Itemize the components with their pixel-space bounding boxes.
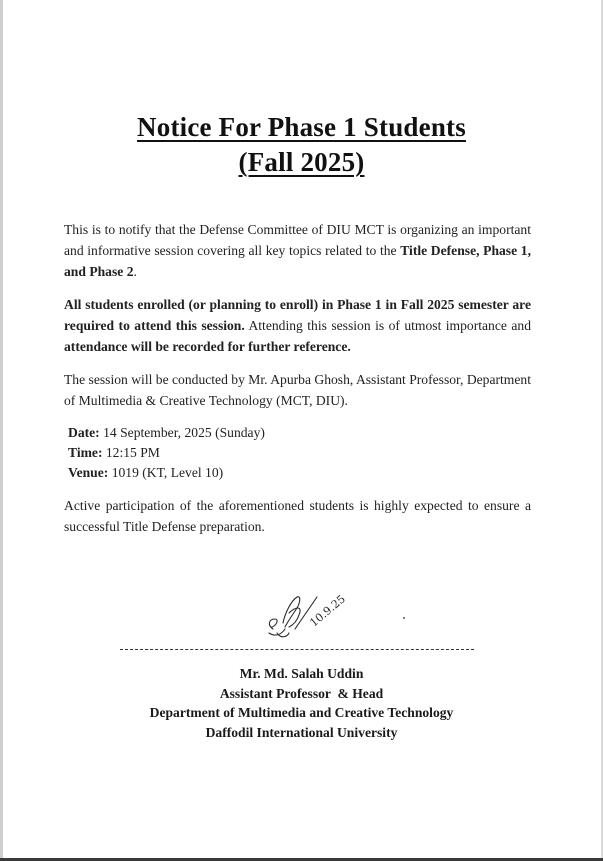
time-value: 12:15 PM xyxy=(102,445,160,460)
requirement-text: Attending this session is of utmost importance and xyxy=(244,318,531,333)
date-label: Date: xyxy=(68,425,100,440)
closing-paragraph: Active participation of the aforementioned students is highly expected to ensure a successful Title Defense preparation. xyxy=(64,498,531,534)
signatory-designation: Assistant Professor & Head xyxy=(219,685,384,701)
signatory-department: Department of Multimedia and Creative Technology xyxy=(149,705,454,720)
venue-label: Venue: xyxy=(68,465,109,480)
venue-line xyxy=(68,463,531,483)
venue-value: 1019 (KT, Level 10) xyxy=(108,465,224,480)
ink-dot xyxy=(403,617,405,619)
conductor-paragraph: The session will be conducted by Mr. Apurba Ghosh, Assistant Professor, Department of Multimedia & Creative Technology (MCT, DIU). xyxy=(64,372,531,408)
notice-body xyxy=(64,219,531,549)
requirement-paragraph xyxy=(64,294,531,357)
attendance-note: attendance will be recorded for further reference. xyxy=(64,339,351,354)
notice-subtitle: (Fall 2025) xyxy=(238,147,365,177)
intro-period: . xyxy=(133,264,137,279)
session-details xyxy=(68,423,531,483)
intro-paragraph xyxy=(64,219,531,282)
time-line xyxy=(68,443,531,463)
intro-text: This is to notify that the Defense Committee of DIU MCT is organizing an important and informative session covering all key topics related to the xyxy=(64,222,531,258)
time-label: Time: xyxy=(68,445,103,460)
notice-title: Notice For Phase 1 Students xyxy=(137,112,466,142)
date-line xyxy=(68,423,531,443)
date-value: 14 September, 2025 (Sunday) xyxy=(99,425,265,440)
handwritten-signature xyxy=(255,583,365,643)
signatory-block xyxy=(0,664,603,742)
svg-text:10.9.25: 10.9.25 xyxy=(307,592,348,630)
intro-topics: Title Defense, Phase 1, and Phase 2 xyxy=(64,243,531,279)
signature-icon xyxy=(255,583,365,643)
signatory-name: Mr. Md. Salah Uddin xyxy=(239,666,364,681)
signature-line xyxy=(120,649,474,650)
signatory-university: Daffodil International University xyxy=(205,724,398,740)
requirement-bold-text: All students enrolled (or planning to enroll) in Phase 1 in Fall 2025 semester are required to attend this session. xyxy=(64,297,531,333)
